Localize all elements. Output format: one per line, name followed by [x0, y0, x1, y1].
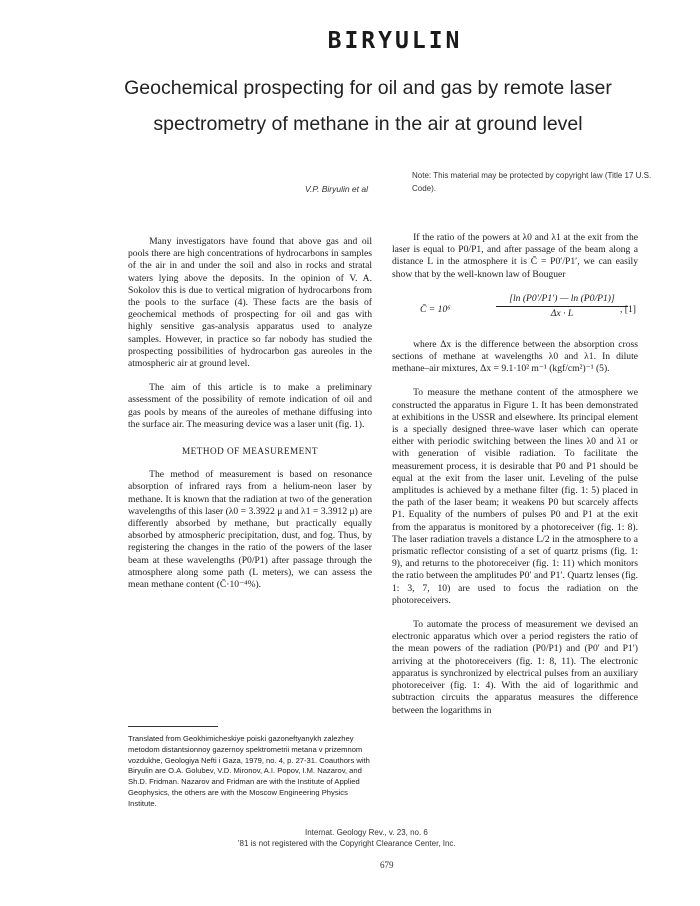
journal-citation: Internat. Geology Rev., v. 23, no. 6 — [305, 828, 428, 837]
paragraph: To automate the process of measurement we devised an electronic apparatus which over a period registers the ratio of the mean powers of the radiation (P0/P1) and (P0′ and P1′) arriving at the photoreceivers (fig. 1: 8, 11). The electronic apparatus is synchronized by electrical pulses from an auxiliary photoreceiver (fig. 1: 4). With the aid of logarithmic and subtraction circuits the apparatus measures the difference between the logarithms in — [392, 619, 638, 716]
equation-denominator: Δx · L — [550, 308, 574, 320]
author-heading: BIRYULIN — [327, 28, 463, 54]
equation-lhs: C̄ = 10⁶ — [420, 303, 451, 315]
section-heading: METHOD OF MEASUREMENT — [181, 446, 319, 457]
right-column — [392, 232, 638, 717]
equation-number: , [1] — [620, 303, 636, 315]
equation-1 — [392, 291, 638, 331]
paragraph: Many investigators have found that above gas and oil pools there are high concentrations of hydrocarbons in samples of the air in and under the soil and also in rocks and stratal waters lying above the deposits. In the opinion of V. A. Sokolov this is due to vertical migration of hydrocarbons from the pools to the surface (4). These facts are the basis of geochemical methods of prospecting for oil and gas with highly sensitive gas-analysis apparatus used to analyze samples. However, in practice so far nobody has studied the prospecting possibilities of hydrocarbon gas aureoles in the atmospheric air at ground level. — [128, 236, 372, 370]
copyright-clearance-note: '81 is not registered with the Copyright Clearance Center, Inc. — [238, 839, 456, 848]
article-title: Geochemical prospecting for oil and gas by remote laser spectrometry of methane in the air at ground level — [124, 77, 612, 135]
left-column — [128, 236, 372, 591]
paragraph: The aim of this article is to make a preliminary assessment of the possibility of remote indication of oil and gas pools by means of the aureoles of methane diffusing into the surface air. The measuring device was a laser unit (fig. 1). — [128, 382, 372, 430]
translation-footnote: Translated from Geokhimicheskiye poiski gazoneftyanykh zalezhey metodom distantsionnoy gazernoy spektrometrii metana v prizemnom vozdukhe, Geologiya Nefti i Gaza, 1979, no. 4, p. 27-31. Coauthors with Biryulin are O.A. Golubev, V.D. Mironov, A.I. Popov, I.M. Nazarov, and Sh.D. Fridman. Nazarov and Fridman are with the Institute of Applied Geophysics, the others are with the Moscow Engineering Physics Institute. — [128, 734, 370, 808]
copyright-notice: Note: This material may be protected by copyright law (Title 17 U.S. Code). — [412, 171, 652, 193]
page-number: 679 — [380, 860, 394, 870]
paragraph: To measure the methane content of the atmosphere we constructed the apparatus in Figure 1. It has been demonstrated at exhibitions in the USSR and elsewhere. Its principal element is a specially designed three-wave laser which can operate either with periodic switching between the lines λ0 and λ1 or with generation of visible radiation. To facilitate the measurement process, it is desirable that P0 and P1 should be equal at the exit from the laser unit. Leveling of the pulse amplitudes is achieved by a methane filter (fig. 1: 5) placed in the path of the laser beam; it weakens P0 but scarcely affects P1. Equality of the numbers of pulses P0 and P1 at the exit from the apparatus is monitored by a photoreceiver (fig. 1: 8). The laser radiation travels a distance L/2 in the atmosphere to a prismatic reflector consisting of a set of quartz prisms (fig. 1: 9), and returns to the photoreceiver (fig. 1: 11) which monitors the ratio between the amplitudes P0′ and P1′. Quartz lenses (fig. 1: 3, 7, 10) are used to focus the radiation on the photoreceivers. — [392, 387, 638, 606]
paragraph: where Δx is the difference between the absorption cross sections of methane at wavelengths λ0 and λ1. In dilute methane–air mixtures, Δx = 9.1·10² m⁻¹ (kgf/cm²)⁻¹ (5). — [392, 338, 638, 375]
footnote-divider — [128, 726, 218, 727]
byline: V.P. Biryulin et al — [305, 184, 368, 194]
paragraph: If the ratio of the powers at λ0 and λ1 at the exit from the laser is equal to P0/P1, and after passage of the beam along a distance L in the atmosphere it is C̄ = P0′/P1′, we can easily show that by the well-known law of Bouguer — [392, 232, 638, 280]
paragraph: The method of measurement is based on resonance absorption of infrared rays from a helium-neon laser by methane. It is known that the radiation at two of the generation wavelengths of this laser (λ0 = 3.3922 μ and λ1 = 3.3912 μ) are differently absorbed by methane, but practically equally absorbed by atmospheric precipitation, dust, and fog. Thus, by registering the changes in the ratio of the powers of the laser beam at these wavelengths (P0/P1) after passage through the atmosphere along some path (L meters), we can assess the mean methane content (C̄·10⁻⁴%). — [128, 469, 372, 591]
equation-numerator: [ln (P0′/P1′) — ln (P0/P1)] — [496, 293, 628, 307]
equation-fraction — [496, 293, 628, 320]
